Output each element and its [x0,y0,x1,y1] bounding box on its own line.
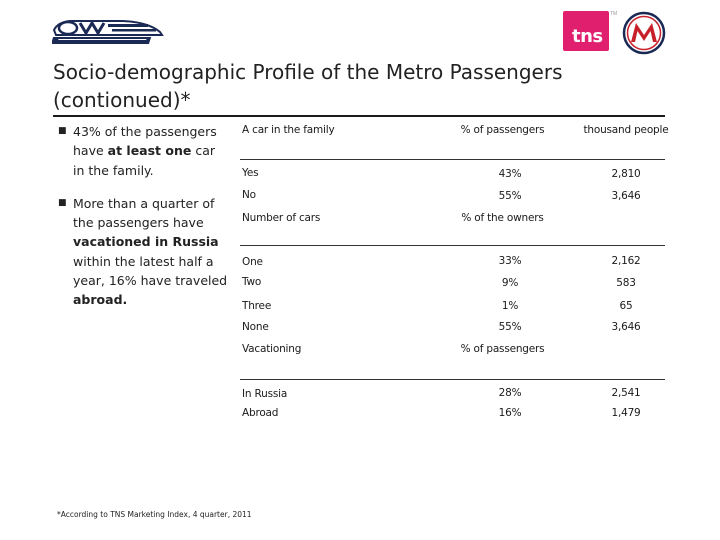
title-divider [53,115,665,117]
table-row-thousand: 3,646 [611,321,641,333]
table-row-thousand: 3,646 [611,190,641,202]
table-row-thousand: 2,162 [611,255,641,267]
metro-car-logo [52,16,167,46]
table-row-label: Yes [242,167,259,179]
table-row-label: No [242,189,256,201]
bullet-text-emphasis: abroad. [73,292,128,308]
table-row-pct: 9% [501,277,519,289]
bullet-text-part: 43% of the passengers have [73,124,217,159]
bullet-text-part: within the latest half a year, 16% have traveled [73,253,228,289]
table-row-thousand: 2,810 [611,168,641,180]
table-row-label: Three [242,300,272,312]
metro-car-logo-graphic [52,16,167,46]
bullet-item-vacation [58,194,228,310]
table-row-pct: 28% [498,387,522,399]
tns-logo-text: tns [572,26,603,47]
table-row-thousand: 2,541 [611,387,641,399]
bullet-square-icon: ■ [58,126,67,136]
table-divider [240,159,665,160]
table-row-label: Two [242,276,262,288]
table-header-pct: % of passengers [460,124,545,136]
table-row-pct: 1% [501,300,519,312]
table-row-pct: 55% [498,190,522,202]
table-header-owners: % of the owners [461,212,544,224]
table-row-label: In Russia [242,388,288,400]
bullet-square-icon: ■ [58,197,67,208]
table-header-thousand: thousand people [583,124,669,136]
table-row-label: None [242,321,269,333]
tns-trademark: TM [610,11,618,17]
table-header-cars: Number of cars [242,212,321,224]
bullet-list [58,122,228,310]
table-row-thousand: 65 [619,300,633,312]
bullet-item-cars [58,122,228,180]
table-row-thousand: 583 [616,277,636,289]
table-row-label: Abroad [242,407,279,419]
bullet-text-emphasis: at least one [107,143,192,159]
table-row-pct: 16% [498,407,522,419]
bullet-text-emphasis: vacationed in Russia [73,234,219,250]
table-row-pct: 55% [498,321,522,333]
page-title: Socio-demographic Profile of the Metro Passengers (contionued)* [53,60,563,112]
table-header-vacationing: Vacationing [242,343,302,355]
metro-m-icon [622,11,666,55]
table-row-thousand: 1,479 [611,407,641,419]
metro-logo [622,11,666,55]
table-row-pct: 33% [498,255,522,267]
table-header-vacation-pct: % of passengers [460,343,545,355]
footnote: *According to TNS Marketing Index, 4 quarter, 2011 [57,510,252,519]
bullet-text-part: More than a quarter of the passengers have [73,195,215,231]
bullet-text-part: car in the family. [73,143,216,178]
table-divider [240,379,665,380]
table-row-label: One [242,256,263,268]
tns-logo [563,11,618,51]
table-header-car: A car in the family [242,124,335,136]
table-row-pct: 43% [498,168,522,180]
table-divider [240,245,665,246]
